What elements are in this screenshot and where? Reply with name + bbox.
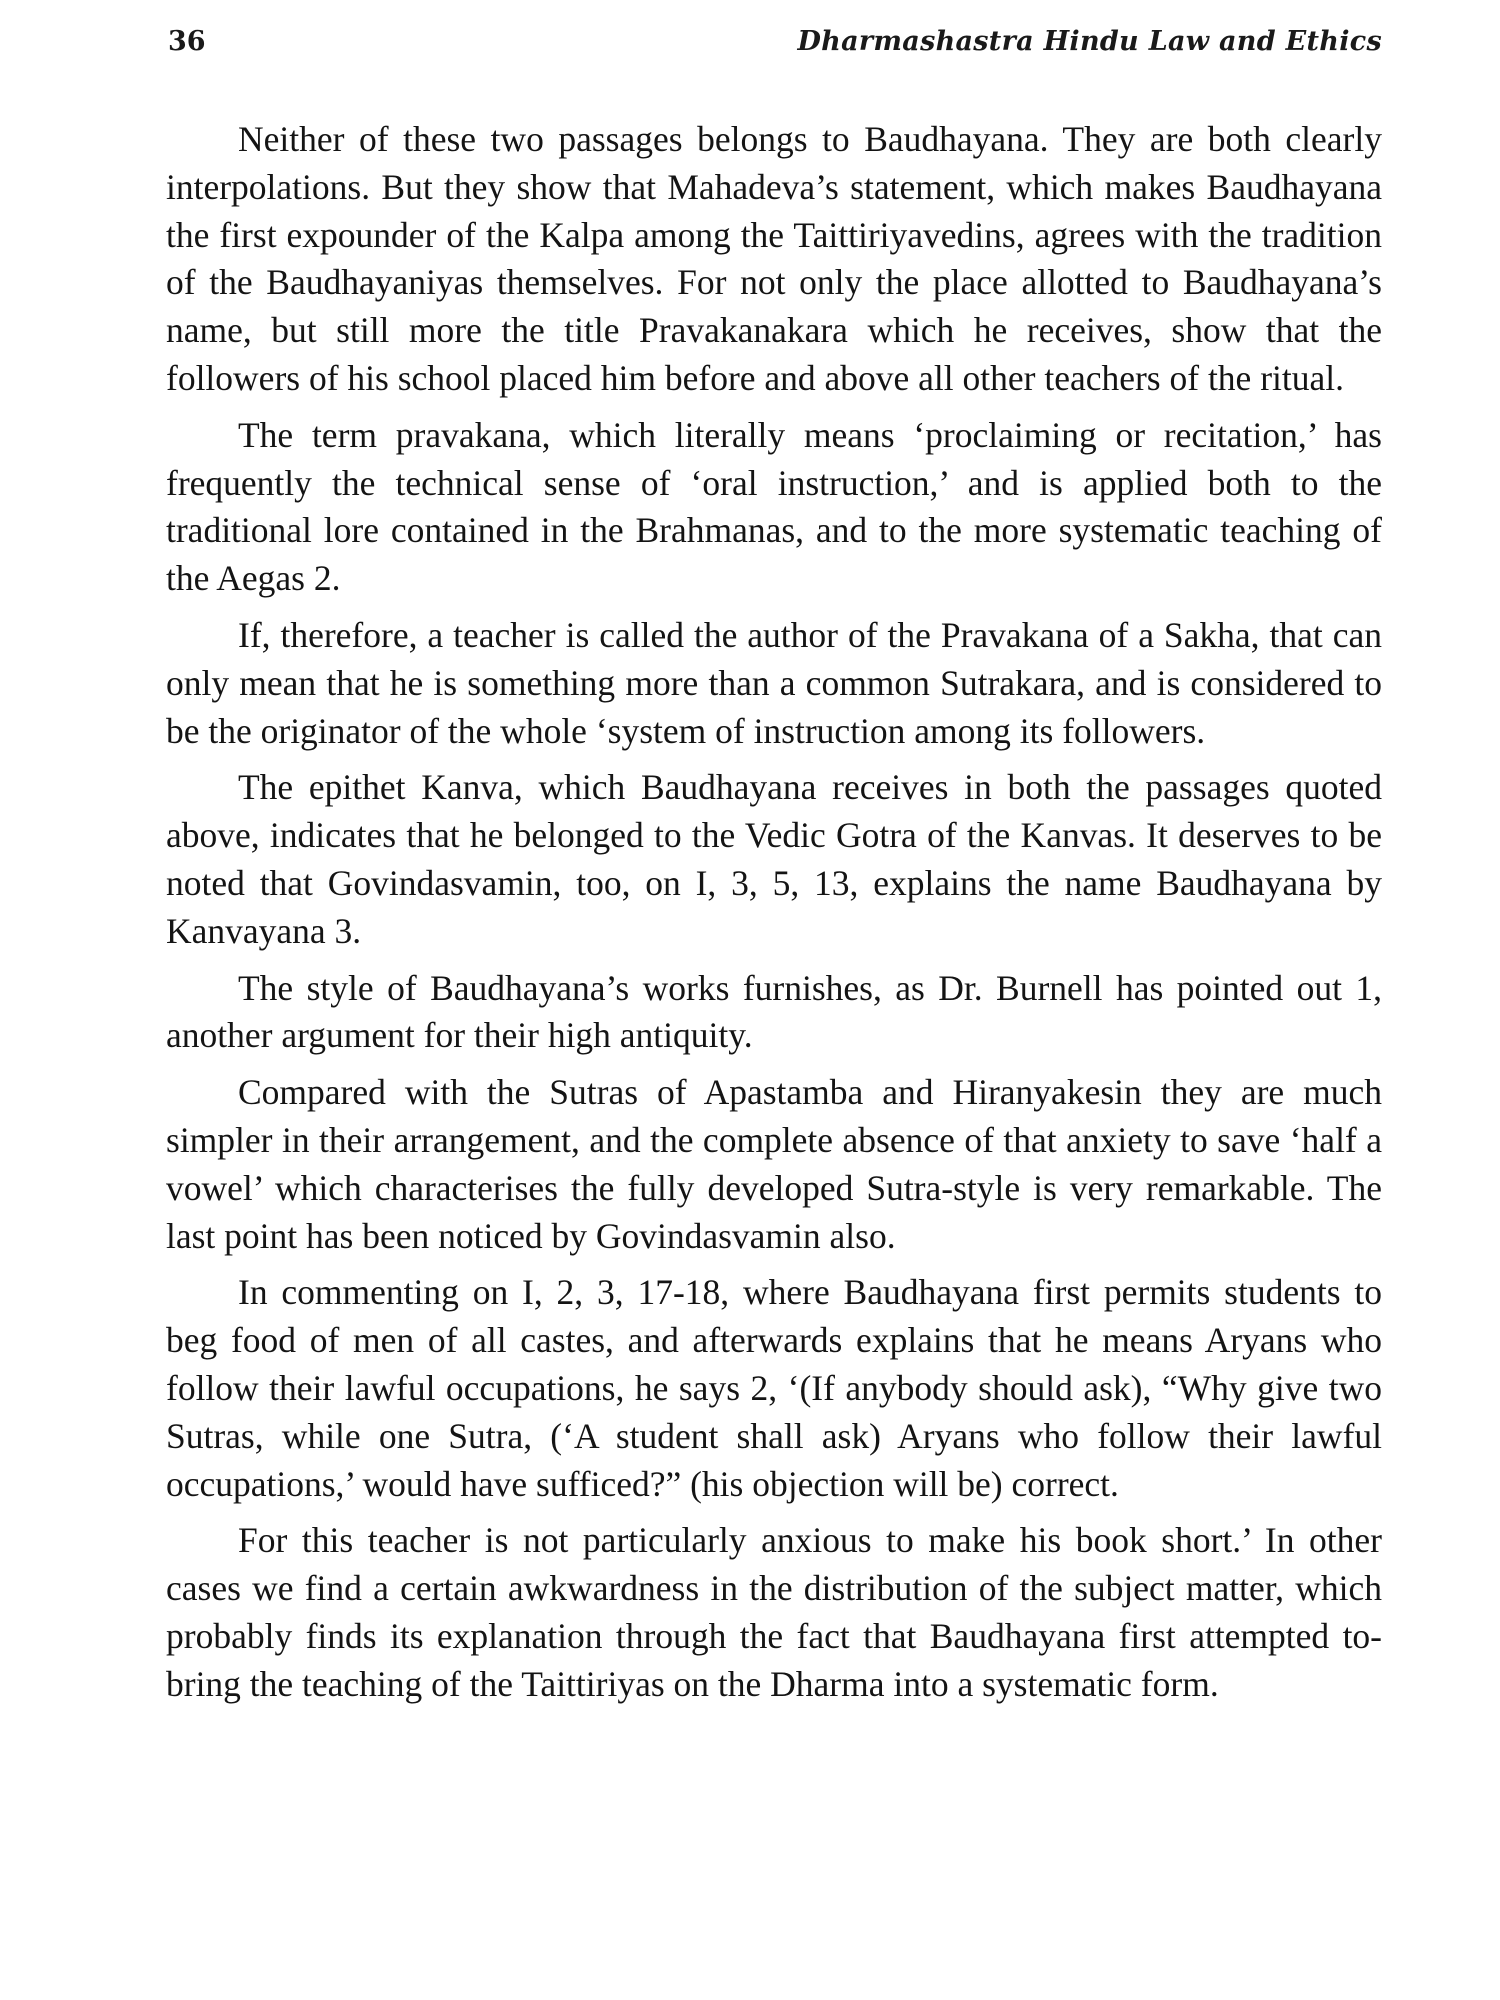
paragraph: The term pravakana, which literally means ‘proclaiming or recitation,’ has frequently the technical sense of ‘oral instruction,’ and is applied both to the traditional lore contained in the Brahmanas, and to the more systematic teaching of the Aegas 2.: [166, 414, 1382, 599]
paragraph: The style of Baudhayana’s works furnishes, as Dr. Burnell has pointed out 1, another argument for their high antiquity.: [166, 967, 1382, 1056]
paragraph: For this teacher is not particularly anxious to make his book short.’ In other cases we find a certain awkwardness in the distribution of the subject matter, which probably finds its explanation through the fact that Baudhayana first attempted to-bring the teaching of the Taittiriyas on the Dharma into a systematic form.: [166, 1520, 1382, 1704]
body-text: [166, 116, 1382, 1718]
running-title: Dharmashastra Hindu Law and Ethics: [797, 26, 1382, 57]
paragraph: If, therefore, a teacher is called the author of the Pravakana of a Sakha, that can only mean that he is something more than a common Sutrakara, and is considered to be the originator of the whole ‘system of instruction among its followers.: [166, 614, 1382, 751]
page-header: [168, 26, 1382, 66]
paragraph: Neither of these two passages belongs to Baudhayana. They are both clearly interpolations. But they show that Mahadeva’s statement, which makes Baudhayana the first expounder of the Kalpa among the Taittiriyavedins, agrees with the tradition of the Baudhayaniyas themselves. For not only the place allotted to Baudhayana’s name, but still more the title Pravakanakara which he receives, show that the followers of his school placed him before and above all other teachers of the ritual.: [166, 119, 1382, 398]
paragraph: Compared with the Sutras of Apastamba and Hiranyakesin they are much simpler in their arrangement, and the complete absence of that anxiety to save ‘half a vowel’ which characterises the fully developed Sutra-style is very remarkable. The last point has been noticed by Govindasvamin also.: [166, 1072, 1382, 1256]
page-number: 36: [168, 26, 206, 57]
paragraph: The epithet Kanva, which Baudhayana receives in both the passages quoted above, indicates that he belonged to the Vedic Gotra of the Kanvas. It deserves to be noted that Govindasvamin, too, on I, 3, 5, 13, explains the name Baudhayana by Kanvayana 3.: [166, 767, 1382, 951]
paragraph: In commenting on I, 2, 3, 17-18, where Baudhayana first permits students to beg food of men of all castes, and afterwards explains that he means Aryans who follow their lawful occupations, he says 2, ‘(If anybody should ask), “Why give two Sutras, while one Sutra, (‘A student shall ask) Aryans who follow their lawful occupations,’ would have sufficed?” (his objection will be) correct.: [166, 1272, 1382, 1504]
